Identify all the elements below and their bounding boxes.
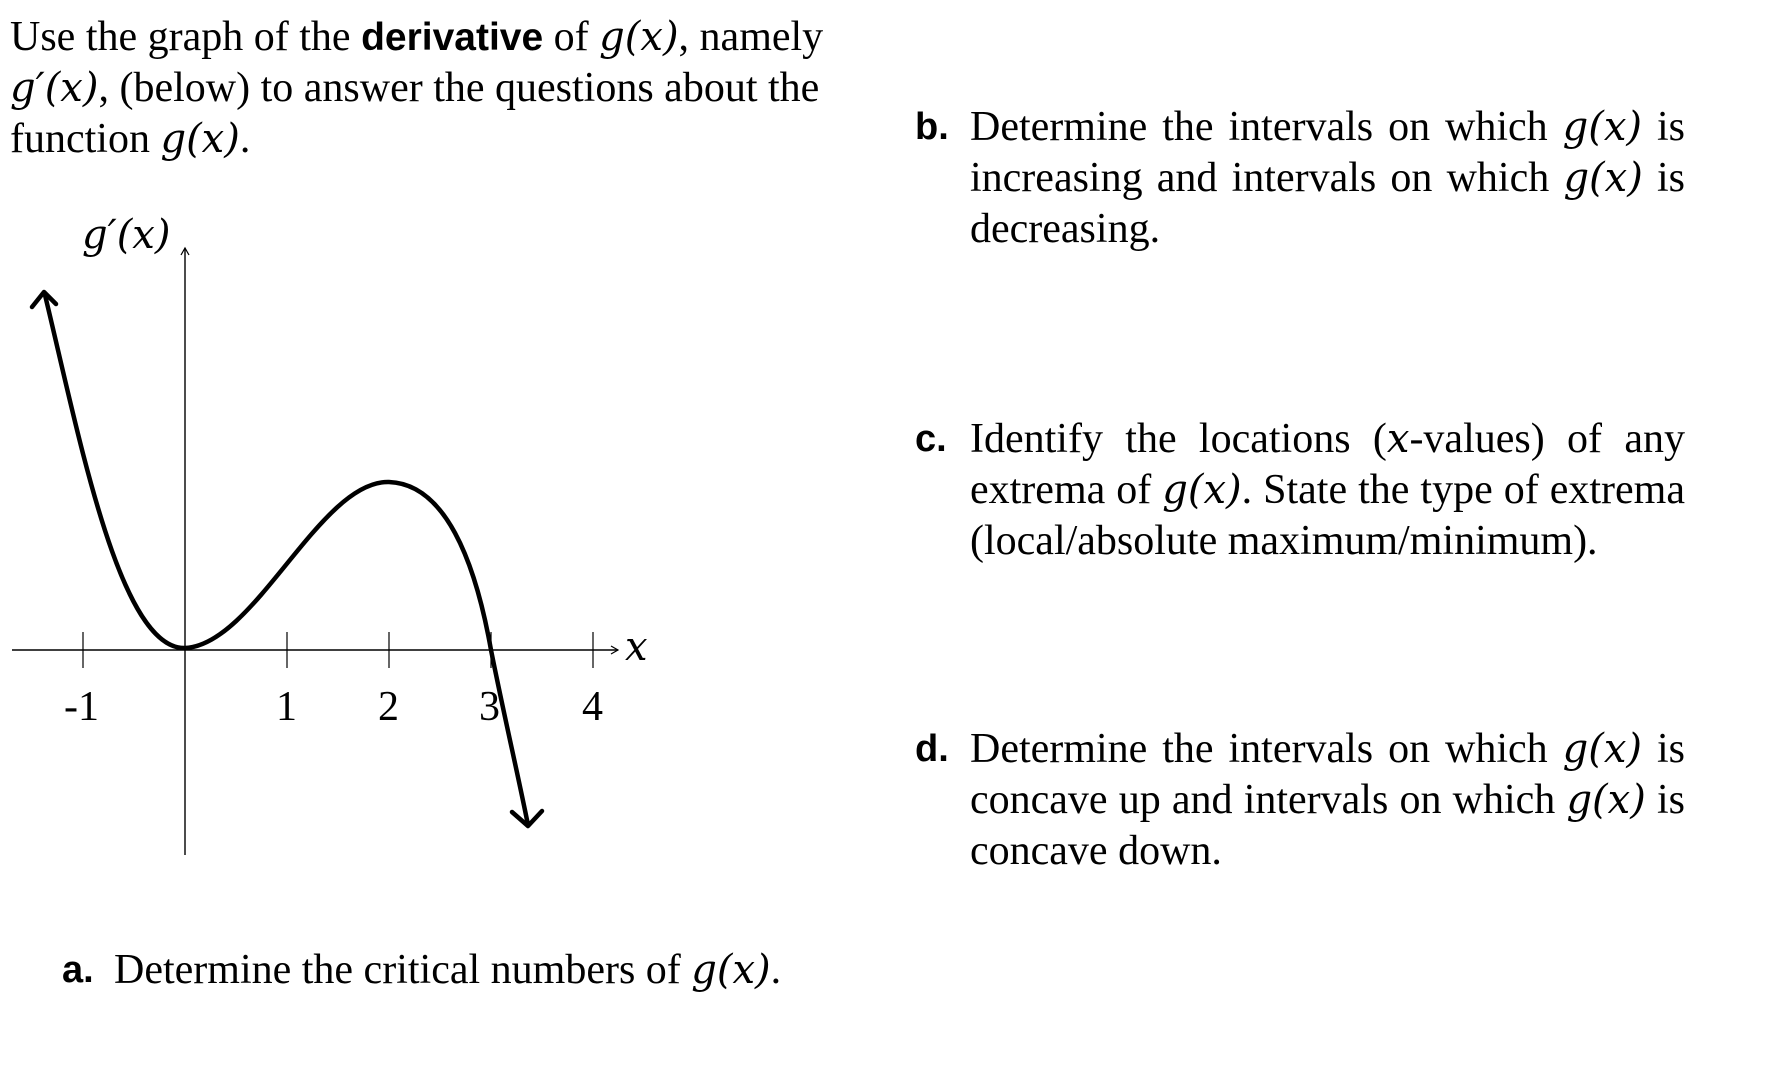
x-tick-label-neg1: -1 [64,684,99,730]
question-c-t3: . State the type of extrema (local/absolute maximum/minimum). [970,467,1685,564]
intro-text-2: of [543,14,600,60]
derivative-curve [45,295,528,825]
intro-math-g-of-x-2: g(x) [160,116,240,162]
question-d [915,724,1685,877]
question-b-t3: is decreasing. [970,155,1686,252]
question-c [915,414,1685,567]
question-a-marker: a. [62,949,94,991]
x-axis-label: x [625,624,648,670]
question-d-t2: is concave up and intervals on which [970,726,1685,823]
question-b-m1: g(x) [1562,104,1643,150]
question-b [915,102,1685,255]
intro-text-3: , namely [678,14,824,60]
intro-text-5: . [239,116,251,162]
derivative-graph [0,190,680,860]
question-b-m2: g(x) [1563,155,1643,201]
y-axis-label: g′(x) [82,212,171,258]
x-tick-label-2: 2 [378,684,399,730]
intro-math-g-of-x-1: g(x) [599,14,679,60]
question-c-t2: -values) of any extrema of [970,416,1685,513]
x-tick-label-3: 3 [479,684,500,730]
x-tick-label-4: 4 [582,684,603,730]
question-d-m2: g(x) [1566,777,1646,823]
question-a-end: . [770,947,782,993]
question-c-t1: Identify the locations ( [970,416,1387,462]
question-a-text-part: Determine the critical numbers of [114,947,692,993]
intro-math-g-prime: g′(x) [10,65,99,111]
question-c-marker: c. [915,418,947,460]
intro-text-1: Use the graph of the [10,14,362,60]
question-b-text [970,102,1685,255]
question-d-t1: Determine the intervals on which [970,726,1563,772]
x-tick-label-1: 1 [276,684,297,730]
question-b-t1: Determine the intervals on which [970,104,1563,150]
intro-bold-derivative: derivative [361,16,544,59]
intro-text-4: , (below) to answer the questions about the function [10,65,820,162]
question-b-t2: is increasing and intervals on which [970,104,1685,201]
question-a-math: g(x) [691,947,771,993]
question-c-text [970,414,1685,567]
intro-paragraph [10,12,850,165]
question-d-t3: is concave down. [970,777,1685,874]
question-c-m2: g(x) [1162,467,1242,513]
question-b-marker: b. [915,106,949,148]
question-a-text [114,945,842,996]
question-d-text [970,724,1685,877]
question-a [62,945,842,996]
question-d-m1: g(x) [1562,726,1643,772]
question-c-m1: x [1386,416,1410,462]
question-d-marker: d. [915,728,949,770]
